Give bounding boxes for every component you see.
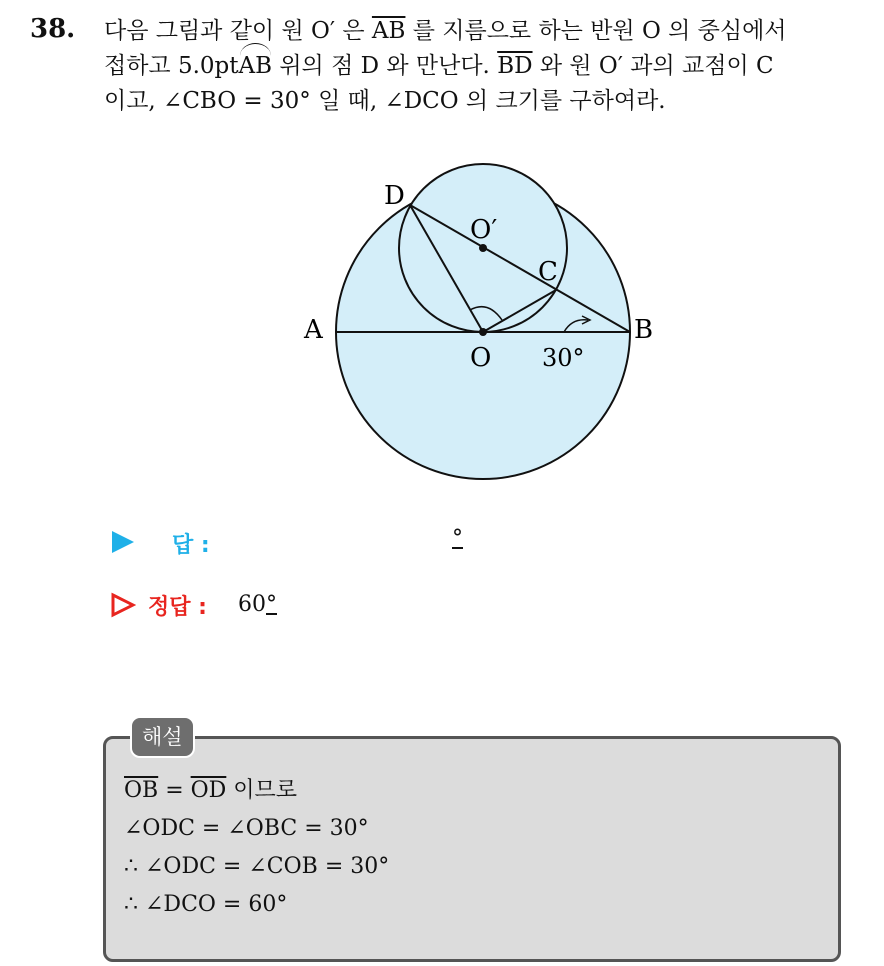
- equals-sign: =: [158, 778, 191, 803]
- point-o-prime: [479, 244, 487, 252]
- question-text: [104, 14, 874, 119]
- question-text-segment: 접하고 5.0pt: [104, 53, 239, 79]
- label-o-prime: O′: [470, 215, 498, 245]
- question-line-1: [104, 14, 874, 49]
- label-c: C: [538, 257, 558, 287]
- answer-unit: °: [452, 526, 463, 551]
- explanation-line-1: [124, 772, 389, 810]
- question-text-segment: 위의 점 D 와 만난다.: [272, 53, 498, 79]
- correct-label: 정답 :: [148, 595, 207, 620]
- explanation-lines: [124, 772, 389, 924]
- question-text-segment: 다음 그림과 같이 원 O′ 은: [104, 18, 372, 44]
- answer-label: 답 :: [172, 533, 210, 558]
- segment-od: $\overline{OD}$: [190, 778, 227, 803]
- label-a: A: [304, 315, 323, 345]
- label-b: B: [634, 315, 654, 345]
- question-text-segment: 를 지름으로 하는 반원 O 의 중심에서: [405, 18, 787, 44]
- segment-ob: $\overline{OB}$: [124, 778, 159, 803]
- explanation-text-segment: 이므로: [226, 778, 298, 803]
- segment-bd: $\overline{BD}$: [497, 53, 533, 79]
- correct-value: [238, 592, 277, 617]
- explanation-line-4: ∴ ∠DCO = 60°: [124, 892, 288, 917]
- label-d: D: [384, 181, 405, 211]
- segment-ab: $\overline{AB}$: [371, 18, 406, 44]
- correct-unit: °: [266, 592, 277, 617]
- correct-number: 60: [238, 592, 266, 617]
- arc-ab: AB: [239, 49, 273, 84]
- explanation-line-2: ∠ODC = ∠OBC = 30°: [124, 816, 369, 841]
- geometry-figure: [290, 160, 670, 490]
- correct-marker: [110, 592, 136, 622]
- question-text-segment: 와 원 O′ 과의 교점이 C: [532, 53, 774, 79]
- filled-triangle-icon: [112, 531, 134, 553]
- label-o: O: [470, 343, 492, 373]
- answer-marker: [112, 531, 134, 557]
- question-line-2: [104, 49, 874, 84]
- explanation-line-3: ∴ ∠ODC = ∠COB = 30°: [124, 854, 390, 879]
- point-o: [479, 328, 487, 336]
- explanation-tag: 해설: [130, 716, 195, 758]
- label-angle-30: 30°: [542, 344, 585, 372]
- question-number: 38.: [30, 14, 76, 44]
- question-line-3: 이고, ∠CBO = 30° 일 때, ∠DCO 의 크기를 구하여라.: [104, 88, 666, 114]
- outline-triangle-icon: [110, 592, 136, 618]
